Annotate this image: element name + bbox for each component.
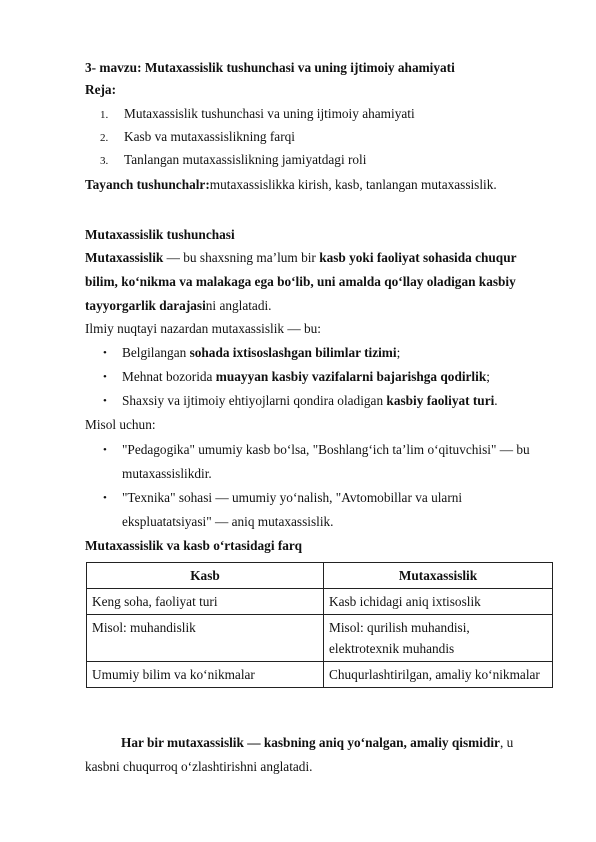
plan-label: Reja: xyxy=(85,82,117,97)
table-cell: Keng soha, faoliyat turi xyxy=(87,589,324,615)
table-row xyxy=(87,662,553,688)
definition-bold: tayyorgarlik darajasi xyxy=(85,298,206,313)
column-header: Kasb xyxy=(87,563,324,589)
bullet-bold: kasbiy faoliyat turi xyxy=(386,393,495,408)
example-text: ekspluatatsiyasi" — aniq mutaxassislik. xyxy=(122,514,334,529)
example-text: mutaxassislikdir. xyxy=(122,466,212,481)
definition-part: — bu shaxsning ma’lum bir xyxy=(163,250,320,265)
section-heading: Mutaxassislik tushunchasi xyxy=(85,227,235,242)
plan-number: 3. xyxy=(100,155,109,167)
plan-text: Mutaxassislik tushunchasi va uning ijtimoiy ahamiyati xyxy=(124,106,415,121)
conclusion-text: , u xyxy=(499,735,514,750)
table-header-row xyxy=(87,563,553,589)
definition-line-1 xyxy=(85,250,517,266)
plan-text: Tanlangan mutaxassislikning jamiyatdagi roli xyxy=(124,152,367,167)
table-cell: Umumiy bilim va ko‘nikmalar xyxy=(87,662,324,688)
bullet-end: . xyxy=(494,393,498,408)
bullet-end: ; xyxy=(396,345,401,360)
bullet-bold: muayyan kasbiy vazifalarni bajarishga qodirlik xyxy=(215,369,487,384)
plan-text: Kasb va mutaxassislikning farqi xyxy=(124,129,295,144)
table-cell: Kasb ichidagi aniq ixtisoslik xyxy=(324,589,553,615)
plan-number: 1. xyxy=(100,109,109,121)
table-row xyxy=(87,589,553,615)
bullet-icon: • xyxy=(103,492,107,504)
table-row xyxy=(87,615,553,662)
keywords-label: Tayanch tushunchalr: xyxy=(85,177,210,192)
table-cell: Misol: muhandislik xyxy=(87,615,324,662)
example-text: "Texnika" sohasi — umumiy yo‘nalish, "Avtomobillar va ularni xyxy=(122,490,463,505)
bullet-bold: sohada ixtisoslashgan bilimlar tizimi xyxy=(189,345,397,360)
comparison-table xyxy=(86,562,553,688)
plan-number: 2. xyxy=(100,132,109,144)
definition-line-2: bilim, ko‘nikma va malakaga ega bo‘lib, uni amalda qo‘llay oladigan kasbiy xyxy=(85,274,516,289)
table-cell: Chuqurlashtirilgan, amaliy ko‘nikmalar xyxy=(324,662,553,688)
table-title: Mutaxassislik va kasb o‘rtasidagi farq xyxy=(85,538,302,553)
conclusion-line-2: kasbni chuqurroq o‘zlashtirishni anglatadi. xyxy=(85,759,313,774)
conclusion-bold: Har bir mutaxassislik — kasbning aniq yo‘nalgan, amaliy qismidir xyxy=(121,735,500,750)
bullet-icon: • xyxy=(103,395,107,407)
bullet-text: Mehnat bozorida xyxy=(122,369,216,384)
bullet-text: Belgilangan xyxy=(122,345,190,360)
example-label: Misol uchun: xyxy=(85,417,156,432)
topic-title: 3- mavzu: Mutaxassislik tushunchasi va uning ijtimoiy ahamiyati xyxy=(85,60,455,75)
example-text: "Pedagogika" umumiy kasb bo‘lsa, "Boshlang‘ich ta’lim o‘qituvchisi" — bu xyxy=(122,442,530,457)
bullet-icon: • xyxy=(103,444,107,456)
bullet-text: Shaxsiy va ijtimoiy ehtiyojlarni qondira oladigan xyxy=(122,393,387,408)
definition-bold: kasb yoki faoliyat sohasida chuqur xyxy=(319,250,517,265)
bullet-end: ; xyxy=(486,369,490,384)
definition-end: ni anglatadi. xyxy=(205,298,272,313)
keywords-text: mutaxassislikka kirish, kasb, tanlangan mutaxassislik. xyxy=(209,177,497,192)
definition-term: Mutaxassislik xyxy=(85,250,164,265)
scientific-intro: Ilmiy nuqtayi nazardan mutaxassislik — bu: xyxy=(85,321,321,336)
table-cell: Misol: qurilish muhandisi, elektrotexnik muhandis xyxy=(324,615,553,662)
column-header: Mutaxassislik xyxy=(324,563,553,589)
bullet-icon: • xyxy=(103,371,107,383)
conclusion-line-1 xyxy=(121,735,513,751)
definition-line-3 xyxy=(85,298,272,314)
bullet-icon: • xyxy=(103,347,107,359)
keywords-line xyxy=(85,177,497,193)
